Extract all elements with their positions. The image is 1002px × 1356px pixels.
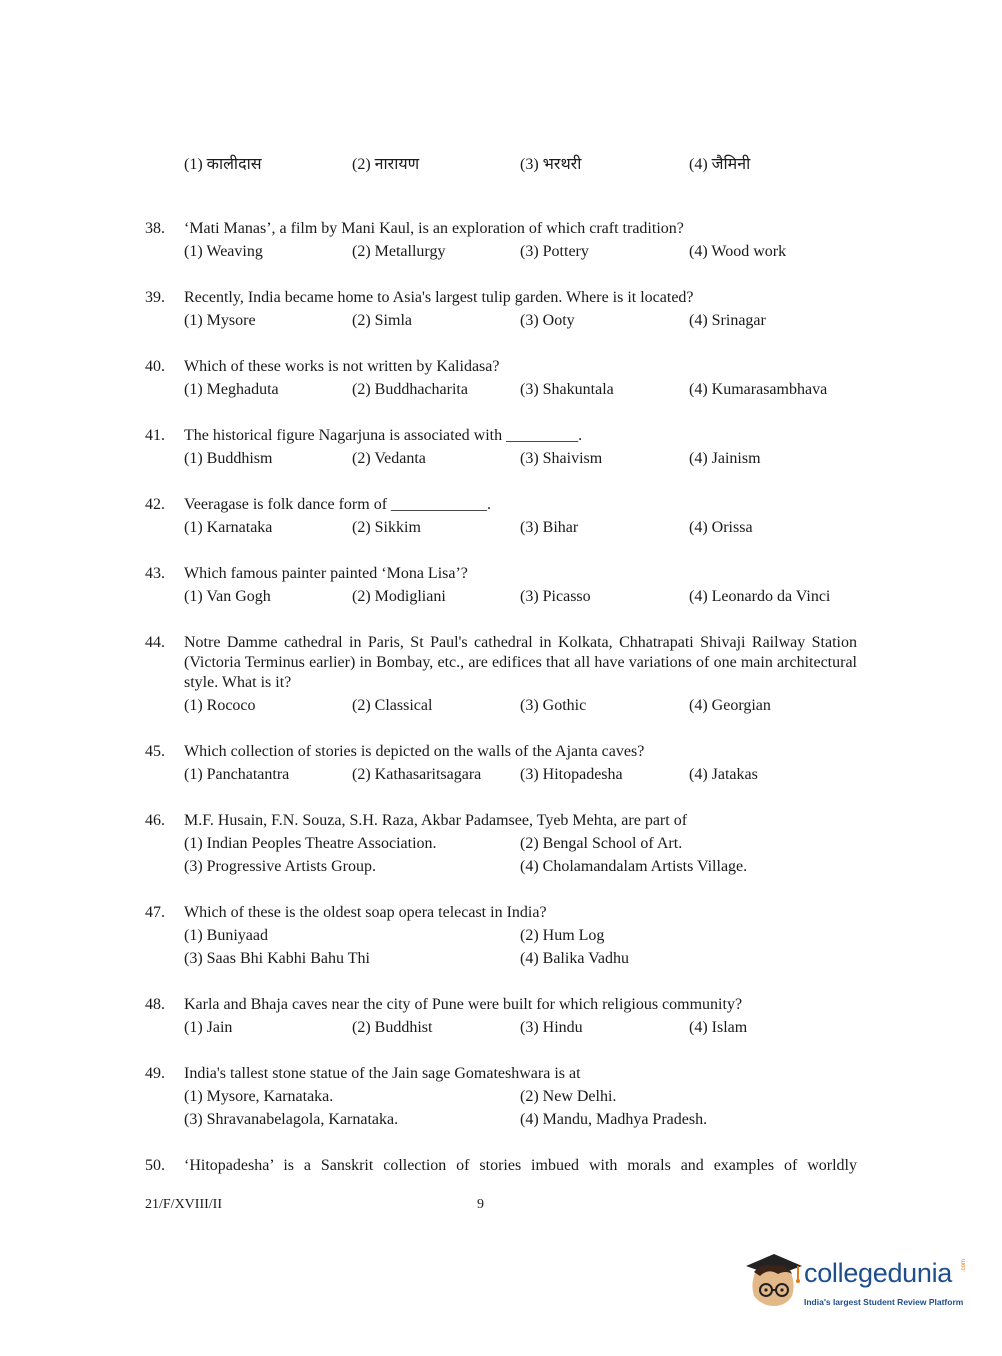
option: (4) Balika Vadhu <box>520 950 630 967</box>
option: (1) Buniyaad <box>184 927 268 944</box>
question-text: ‘Mati Manas’, a film by Mani Kaul, is an exploration of which craft tradition? <box>184 220 684 237</box>
option: (2) Classical <box>352 697 433 714</box>
option-prev-4: (4) जैमिनी <box>689 156 751 173</box>
option: (2) Metallurgy <box>352 243 446 260</box>
question-number: 38. <box>145 220 165 237</box>
option: (1) Meghaduta <box>184 381 279 398</box>
option: (1) Mysore <box>184 312 256 329</box>
logo-domain-suffix: .com <box>961 1258 967 1272</box>
option: (2) Simla <box>352 312 412 329</box>
option: (3) Ooty <box>520 312 575 329</box>
question-number: 39. <box>145 289 165 306</box>
logo-wordmark: collegedunia <box>804 1258 953 1288</box>
option: (1) Karnataka <box>184 519 273 536</box>
question-text: Which of these works is not written by Kalidasa? <box>184 358 500 375</box>
option: (3) Saas Bhi Kabhi Bahu Thi <box>184 950 370 967</box>
option: (4) Srinagar <box>689 312 766 329</box>
option: (1) Mysore, Karnataka. <box>184 1088 334 1105</box>
option: (2) Vedanta <box>352 450 426 467</box>
option: (2) Buddhist <box>352 1019 433 1036</box>
option: (2) Bengal School of Art. <box>520 835 683 852</box>
option: (3) Hitopadesha <box>520 766 623 783</box>
question-number: 44. <box>145 634 165 651</box>
question-number: 40. <box>145 358 165 375</box>
option: (3) Hindu <box>520 1019 583 1036</box>
option: (2) Modigliani <box>352 588 446 605</box>
question-number: 45. <box>145 743 165 760</box>
collegedunia-logo[interactable] <box>742 1250 972 1318</box>
option: (1) Buddhism <box>184 450 273 467</box>
question-number: 50. <box>145 1157 165 1174</box>
question-number: 48. <box>145 996 165 1013</box>
option: (3) Picasso <box>520 588 591 605</box>
question-number: 46. <box>145 812 165 829</box>
mascot-icon <box>742 1250 804 1318</box>
option: (4) Wood work <box>689 243 787 260</box>
question-number: 49. <box>145 1065 165 1082</box>
logo-tagline: India's largest Student Review Platform <box>804 1297 964 1307</box>
option: (4) Mandu, Madhya Pradesh. <box>520 1111 708 1128</box>
question-text: Veeragase is folk dance form of ____________. <box>184 496 492 513</box>
option-prev-1: (1) कालीदास <box>184 156 262 173</box>
option: (1) Van Gogh <box>184 588 271 605</box>
question-number: 43. <box>145 565 165 582</box>
option: (3) Shravanabelagola, Karnataka. <box>184 1111 399 1128</box>
question-number: 47. <box>145 904 165 921</box>
question-text: Recently, India became home to Asia's largest tulip garden. Where is it located? <box>184 289 694 306</box>
option: (1) Panchatantra <box>184 766 290 783</box>
option: (3) Shakuntala <box>520 381 614 398</box>
question-text: Which collection of stories is depicted on the walls of the Ajanta caves? <box>184 743 645 760</box>
question-text: M.F. Husain, F.N. Souza, S.H. Raza, Akbar Padamsee, Tyeb Mehta, are part of <box>184 812 688 829</box>
question-text: Karla and Bhaja caves near the city of Pune were built for which religious community? <box>184 996 743 1013</box>
option: (4) Georgian <box>689 697 771 714</box>
question-number: 41. <box>145 427 165 444</box>
option: (1) Rococo <box>184 697 256 714</box>
question-text: Which famous painter painted ‘Mona Lisa’? <box>184 565 468 582</box>
question-number: 42. <box>145 496 165 513</box>
option: (3) Shaivism <box>520 450 603 467</box>
question-text: Which of these is the oldest soap opera telecast in India? <box>184 904 547 921</box>
option: (4) Jatakas <box>689 766 758 783</box>
option: (2) Sikkim <box>352 519 421 536</box>
option: (3) Pottery <box>520 243 589 260</box>
page-number: 9 <box>477 1197 484 1212</box>
option-prev-3: (3) भरथरी <box>520 156 582 173</box>
question-text: ‘Hitopadesha’ is a Sanskrit collection of stories imbued with morals and examples of worldly <box>184 1157 857 1174</box>
option: (3) Bihar <box>520 519 579 536</box>
option: (1) Jain <box>184 1019 233 1036</box>
option: (2) Buddhacharita <box>352 381 468 398</box>
option: (3) Progressive Artists Group. <box>184 858 376 875</box>
question-text: India's tallest stone statue of the Jain sage Gomateshwara is at <box>184 1065 581 1082</box>
paper-code: 21/F/XVIII/II <box>145 1197 222 1212</box>
option: (4) Jainism <box>689 450 761 467</box>
question-text: Notre Damme cathedral in Paris, St Paul's cathedral in Kolkata, Chhatrapati Shivaji Railway Station (Victoria Terminus earlier) in Bombay, etc., are edifices that all have variations of one main architectural style. What is it? <box>184 634 857 691</box>
option: (4) Kumarasambhava <box>689 381 828 398</box>
option: (4) Islam <box>689 1019 748 1036</box>
option-prev-2: (2) नारायण <box>352 156 420 173</box>
option: (3) Gothic <box>520 697 587 714</box>
option: (1) Weaving <box>184 243 263 260</box>
option: (1) Indian Peoples Theatre Association. <box>184 835 437 852</box>
option: (4) Cholamandalam Artists Village. <box>520 858 748 875</box>
option: (4) Leonardo da Vinci <box>689 588 831 605</box>
question-text: The historical figure Nagarjuna is associated with _________. <box>184 427 583 444</box>
option: (2) Hum Log <box>520 927 605 944</box>
option: (4) Orissa <box>689 519 753 536</box>
option: (2) Kathasaritsagara <box>352 766 482 783</box>
option: (2) New Delhi. <box>520 1088 617 1105</box>
